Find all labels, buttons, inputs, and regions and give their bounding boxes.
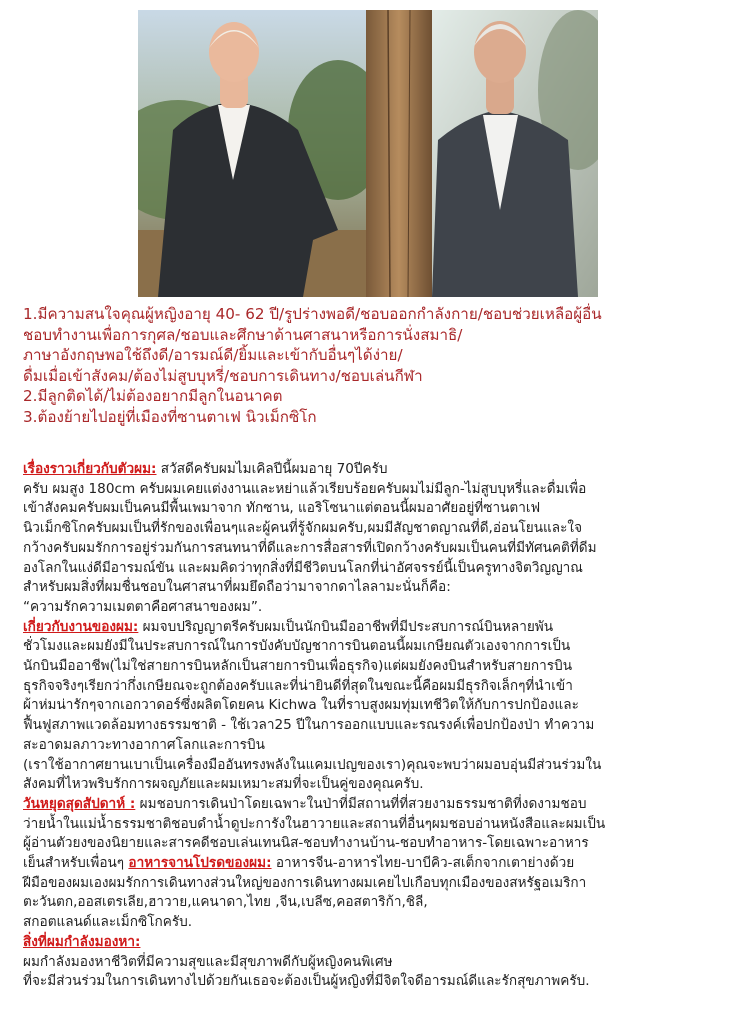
criteria-line: ชอบทำงานเพื่อการกุศล/ชอบและศึกษาด้านศาสนาหรือการนั่งสมาธิ/ xyxy=(23,325,463,344)
work-line: สะอาดมลภาวะทางอากาศโลกและการบิน xyxy=(23,736,265,753)
seeking-section-heading-line xyxy=(23,933,723,953)
work-line: ฟื้นฟูสภาพแวดล้อมทางธรรมชาติ - ใช้เวลา25 ปีในการออกแบบและรณรงค์เพื่อปกป้องป่า ทำความ xyxy=(23,717,595,734)
about-quote: “ความรักความเมตตาคือศาสนาของผม”. xyxy=(23,598,263,615)
work-line: ธุรกิจจริงๆเรียกว่ากึ่งเกษียณจะถูกต้องครับและที่น่ายินดีที่สุดในขณะนี้คือผมมีธุรกิจเล็กๆที่นำเข้า xyxy=(23,677,573,694)
criteria-line: 1.มีความสนใจคุณผู้หญิงอายุ 40- 62 ปี/รูปร่างพอดี/ชอบออกกำลังกาย/ชอบช่วยเหลือผู้อื่น xyxy=(23,305,602,323)
about-line: องโลกในแง่ดีมีอารมณ์ขัน และผมคิดว่าทุกสิ่งที่มีชีวิตบนโลกที่น่าอัศจรรย์นี้เป็นครูทางจิตวิญญาณ xyxy=(23,559,583,576)
work-line: ผ้าห่มน่ารักๆจากเอกวาดอร์ซึ่งผลิตโดยคน Kichwa ในที่ราบสูงผมทุ่มเทชีวิตให้กับการปกป้องและ xyxy=(23,697,579,714)
seeking-heading: สิ่งที่ผมกำลังมองหา: xyxy=(23,933,141,950)
favorite-food-heading: อาหารจานโปรดของผม: xyxy=(128,855,272,872)
travel-line: สกอตแลนด์และเม็กซิโกครับ. xyxy=(23,914,193,931)
seeking-line: ผมกำลังมองหาชีวิตที่มีความสุขและมีสุขภาพดีกับผู้หญิงคนพิเศษ xyxy=(23,953,393,970)
work-line: นักบินมืออาชีพ(ไม่ใช่สายการบินหลักเป็นสายการบินเพื่อธุรกิจ)แต่ผมยังคงบินสำหรับสายการบิน xyxy=(23,658,573,675)
work-line: สังคมที่ไหวพริบรักการผจญภัยและผมเหมาะสมที่จะเป็นคู่ของคุณครับ. xyxy=(23,776,424,793)
about-line: ครับ ผมสูง 180cm ครับผมเคยแต่งงานและหย่าแล้วเรียบร้อยครับผมไม่มีลูก-ไม่สูบบุหรี่และดื่มเพื่อ xyxy=(23,480,587,497)
weekend-food-line xyxy=(23,854,723,874)
criteria-list xyxy=(23,304,723,428)
about-section-first-line xyxy=(23,460,723,480)
weekend-line: ว่ายน้ำในแม่น้ำธรรมชาติชอบดำน้ำดูปะการังในฮาวายและสถานที่อื่นๆผมชอบอ่านหนังสือและผมเป็น xyxy=(23,815,606,832)
profile-body xyxy=(23,460,723,992)
work-section-first-line xyxy=(23,618,723,638)
criteria-line: ดื่มเมื่อเข้าสังคม/ต้องไม่สูบบุหรี่/ชอบการเดินทาง/ชอบเล่นกีฬา xyxy=(23,366,423,385)
about-line: กว้างครับผมรักการอยู่ร่วมกันการสนทนาที่ดีและการสื่อสารที่เปิดกว้างครับผมเป็นคนที่มีทัศนคติที่ดีม xyxy=(23,539,597,556)
about-line: สำหรับผมสิ่งที่ผมชื่นชอบในศาสนาที่ผมยึดถือว่ามาจากดาไลลามะนั่นก็คือ: xyxy=(23,579,451,596)
favorite-food-text: อาหารจีน-อาหารไทย-บาบีคิว-สเต็กจากเตาย่างด้วย xyxy=(271,855,575,872)
about-heading: เรื่องราวเกี่ยวกับตัวผม: xyxy=(23,461,157,477)
weekend-intro: ผมชอบการเดินป่าโดยเฉพาะในป่าที่มีสถานที่ที่สวยงามธรรมชาติที่งดงามชอบ xyxy=(135,795,587,812)
work-intro: ผมจบปริญญาตรีครับผมเป็นนักบินมืออาชีพที่มีประสบการณ์บินหลายพัน xyxy=(138,618,554,635)
profile-photo-collage xyxy=(138,10,598,297)
weekend-heading: วันหยุดสุดสัปดาห์ : xyxy=(23,795,136,812)
about-line: เข้าสังคมครับผมเป็นคนมีพื้นเพมาจาก ทักซาน, แอริโซนาแต่ตอนนี้ผมอาศัยอยู่ที่ซานตาเฟ xyxy=(23,500,541,517)
weekend-line: ผู้อ่านตัวยงของนิยายและสารคดีชอบเล่นเทนนิส-ชอบทำงานบ้าน-ชอบทำอาหาร-โดยเฉพาะอาหาร xyxy=(23,835,589,852)
about-intro: สวัสดีครับผมไมเคิลปีนี้ผมอายุ 70ปีครับ xyxy=(156,461,388,477)
work-heading: เกี่ยวกับงานของผม: xyxy=(23,618,139,635)
weekend-line-prefix: เย็นสำหรับเพื่อนๆ xyxy=(23,855,129,872)
work-line: (เราใช้อากาศยานเบาเป็นเครื่องมืออันทรงพลังในแคมเปญของเรา)คุณจะพบว่าผมอบอุ่นมีส่วนร่วมใน xyxy=(23,756,602,773)
criteria-line: 2.มีลูกติดได้/ไม่ต้องอยากมีลูกในอนาคต xyxy=(23,387,283,406)
work-line: ชั่วโมงและผมยังมีในประสบการณ์ในการบังคับบัญชาการบินตอนนี้ผมเกษียณตัวเองจากการเป็น xyxy=(23,638,571,655)
about-line: นิวเม็กซิโกครับผมเป็นที่รักของเพื่อนๆและผู้คนที่รู้จักผมครับ,ผมมีสัญชาตญาณที่ดี,อ่อนโยนและใจ xyxy=(23,520,583,537)
weekend-section-first-line xyxy=(23,795,723,815)
criteria-line: 3.ต้องย้ายไปอยู่ที่เมืองที่ซานตาเฟ นิวเม็กซิโก xyxy=(23,407,317,426)
seeking-line: ที่จะมีส่วนร่วมในการเดินทางไปด้วยกันเธอจะต้องเป็นผู้หญิงที่มีจิตใจดีอารมณ์ดีและรักสุขภาพครับ. xyxy=(23,973,590,990)
criteria-line: ภาษาอังกฤษพอใช้ถึงดี/อารมณ์ดี/ยิ้มและเข้ากับอื่นๆได้ง่าย/ xyxy=(23,346,403,365)
travel-line: ฝีมือของผมเองผมรักการเดินทางส่วนใหญ่ของการเดินทางผมเคยไปเกือบทุกเมืองของสหรัฐอเมริกา xyxy=(23,874,587,891)
travel-line: ตะวันตก,ออสเตรเลีย,ฮาวาย,แคนาดา,ไทย ,จีน,เบลีซ,คอสตาริก้า,ชิลี, xyxy=(23,894,428,911)
